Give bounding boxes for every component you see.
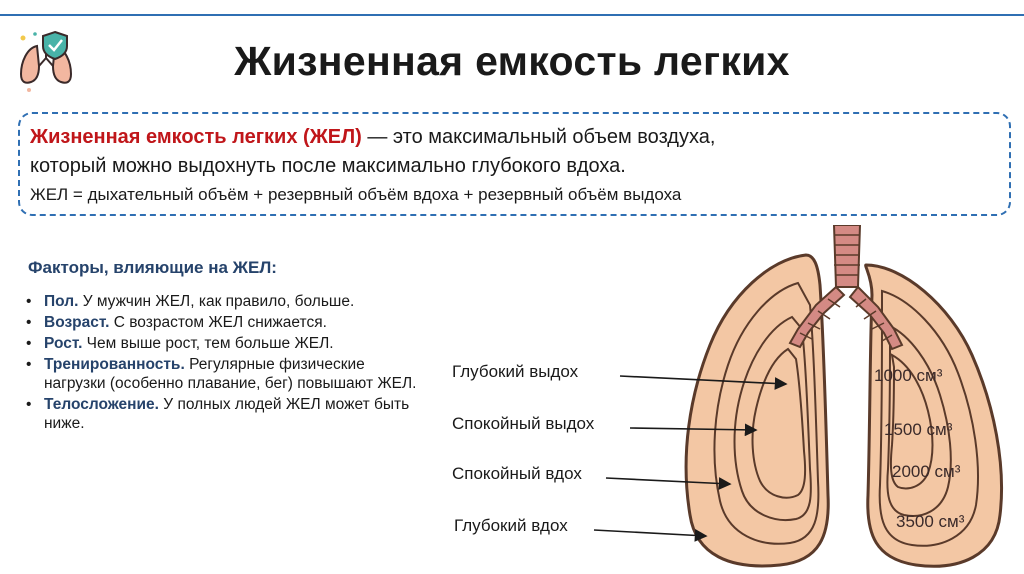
factor-label: Пол. [44, 293, 79, 310]
bullet: • [26, 314, 32, 331]
bullet: • [26, 356, 32, 373]
label-calm-exhale: Спокойный выдох [452, 414, 595, 433]
definition-text-1: — это максимальный объем воздуха, [361, 126, 716, 148]
factor-text: С возрастом ЖЕЛ снижается. [109, 314, 327, 331]
label-deep-inhale: Глубокий вдох [454, 516, 568, 535]
volume-label-3500: 3500 см³ [896, 512, 965, 531]
top-rule [0, 14, 1024, 16]
definition-formula: ЖЕЛ = дыхательный объём + резервный объём вдоха + резервный объём выдоха [30, 185, 682, 204]
definition-line-2: который можно выдохнуть после максимально глубокого вдоха. [30, 155, 626, 177]
bullet: • [26, 335, 32, 352]
factors-list [24, 292, 424, 435]
factor-text: У мужчин ЖЕЛ, как правило, больше. [78, 293, 355, 310]
factor-label: Рост. [44, 335, 83, 352]
label-calm-inhale: Спокойный вдох [452, 464, 582, 483]
page-title: Жизненная емкость легких [234, 38, 790, 84]
factor-label: Телосложение. [44, 396, 159, 413]
definition-term: Жизненная емкость легких (ЖЕЛ) [30, 126, 362, 148]
factor-label: Возраст. [44, 314, 110, 331]
factor-text: У полных людей ЖЕЛ может быть ниже. [44, 396, 410, 432]
definition-line-1 [30, 126, 715, 149]
list-item [24, 313, 424, 332]
volume-label-1000: 1000 см³ [874, 366, 943, 385]
label-deep-exhale: Глубокий выдох [452, 362, 579, 381]
factor-text: Чем выше рост, тем больше ЖЕЛ. [82, 335, 334, 352]
factor-text: Регулярные физические нагрузки (особенно плавание, бег) повышают ЖЕЛ. [44, 356, 417, 392]
factor-label: Тренированность. [44, 356, 185, 373]
list-item [24, 395, 424, 433]
bullet: • [26, 396, 32, 413]
factors-heading: Факторы, влияющие на ЖЕЛ: [28, 258, 277, 277]
bullet: • [26, 293, 32, 310]
list-item [24, 292, 424, 311]
list-item [24, 355, 424, 393]
volume-label-1500: 1500 см³ [884, 420, 953, 439]
volume-label-2000: 2000 см³ [892, 462, 961, 481]
list-item [24, 334, 424, 353]
